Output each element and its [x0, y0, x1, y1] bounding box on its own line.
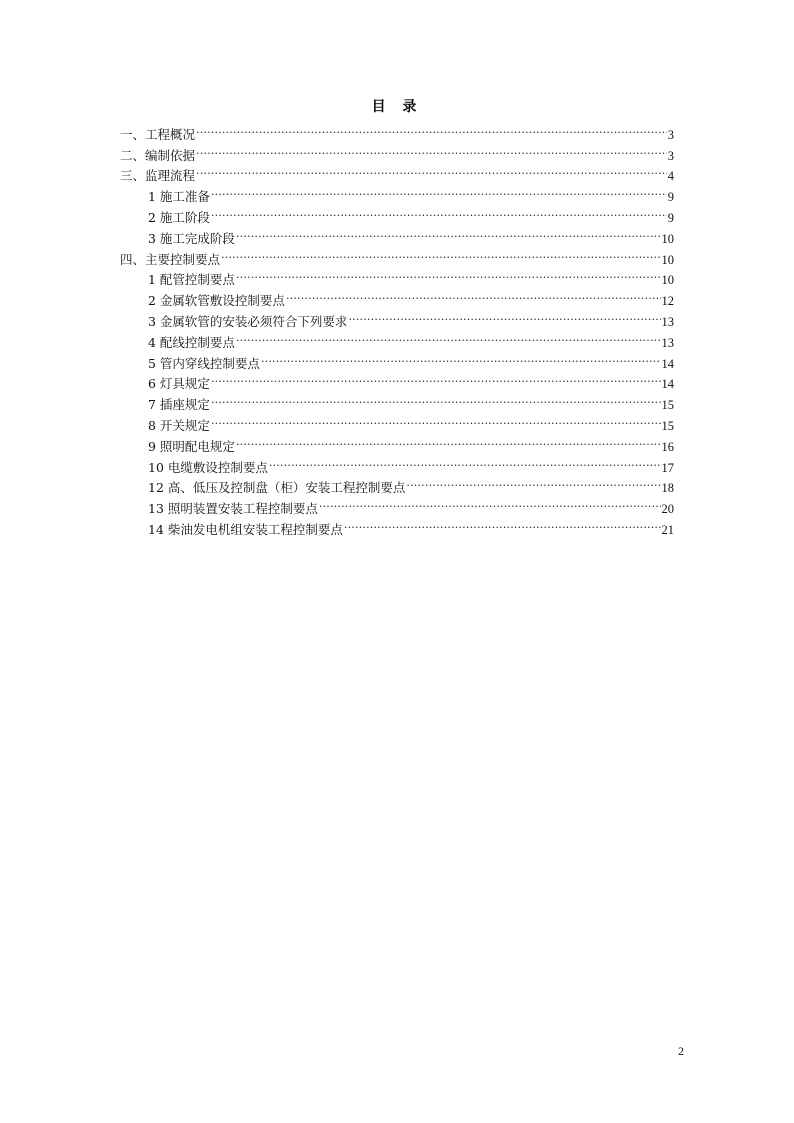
toc-entry-label: 2 施工阶段 [148, 209, 210, 225]
page-number: 2 [678, 1044, 684, 1058]
toc-entry[interactable] [120, 118, 674, 142]
toc-entry[interactable] [120, 160, 674, 184]
toc-entry[interactable] [120, 180, 674, 205]
toc-entry-label: 14 柴油发电机组安装工程控制要点 [148, 521, 343, 537]
toc-entry-label: 四、主要控制要点 [120, 251, 221, 267]
toc-leader-dots [319, 492, 661, 513]
toc-entry-label: 3 金属软管的安装必须符合下列要求 [148, 313, 348, 329]
toc-leader-dots [406, 472, 660, 493]
toc-leader-dots [344, 513, 661, 534]
toc-leader-dots [211, 201, 667, 222]
toc-leader-dots [269, 451, 661, 472]
toc-leader-dots [236, 222, 661, 243]
toc-entry[interactable] [120, 139, 674, 163]
toc-entry-page-number: 3 [667, 127, 674, 142]
toc-entry-page-number: 13 [661, 335, 674, 350]
toc-entry-label: 一、工程概况 [120, 126, 196, 142]
toc-entry-page-number: 10 [661, 252, 674, 267]
toc-leader-dots [196, 139, 667, 160]
toc-leader-dots [211, 180, 667, 201]
toc-leader-dots [211, 388, 661, 409]
toc-entry-label: 2 金属软管敷设控制要点 [148, 293, 285, 309]
toc-leader-dots [196, 118, 667, 139]
toc-entry-label: 4 配线控制要点 [148, 334, 235, 350]
toc-entry-label: 3 施工完成阶段 [148, 230, 235, 246]
toc-leader-dots [211, 409, 661, 430]
toc-entry-page-number: 10 [661, 231, 674, 246]
toc-leader-dots [196, 160, 667, 181]
toc-entry-page-number: 15 [661, 418, 674, 433]
toc-title: 目 录 [371, 99, 423, 115]
toc-entry-label: 10 电缆敷设控制要点 [148, 459, 268, 475]
toc-leader-dots [211, 368, 661, 389]
table-of-contents [120, 118, 674, 537]
toc-entry-label: 9 照明配电规定 [148, 438, 235, 454]
toc-leader-dots [236, 264, 661, 285]
toc-entry-page-number: 20 [661, 502, 674, 517]
toc-leader-dots [236, 430, 661, 451]
toc-leader-dots [286, 284, 661, 305]
toc-entry-page-number: 10 [661, 273, 674, 288]
toc-entry-label: 二、编制依据 [120, 147, 196, 163]
toc-entry-page-number: 4 [667, 169, 674, 184]
toc-entry-page-number: 21 [661, 522, 674, 537]
toc-leader-dots [236, 326, 661, 347]
toc-entry-page-number: 13 [661, 314, 674, 329]
toc-entry-label: 8 开关规定 [148, 417, 210, 433]
toc-entry-page-number: 12 [661, 294, 674, 309]
toc-entry-label: 1 施工准备 [148, 189, 210, 205]
toc-entry-page-number: 17 [661, 460, 674, 475]
toc-entry-page-number: 15 [661, 398, 674, 413]
toc-entry-label: 三、监理流程 [120, 168, 196, 184]
toc-entry-label: 12 高、低压及控制盘（柜）安装工程控制要点 [148, 480, 406, 496]
toc-leader-dots [348, 305, 660, 326]
toc-leader-dots [261, 347, 661, 368]
toc-entry-page-number: 14 [661, 377, 674, 392]
toc-entry-label: 7 插座规定 [148, 397, 210, 413]
toc-entry-page-number: 16 [661, 439, 674, 454]
toc-entry-page-number: 9 [667, 190, 674, 205]
toc-entry-page-number: 9 [667, 210, 674, 225]
toc-entry-label: 5 管内穿线控制要点 [148, 355, 260, 371]
toc-entry-label: 1 配管控制要点 [148, 272, 235, 288]
toc-entry-page-number: 14 [661, 356, 674, 371]
toc-entry-label: 6 灯具规定 [148, 376, 210, 392]
toc-entry-page-number: 18 [661, 481, 674, 496]
toc-entry-label: 13 照明装置安装工程控制要点 [148, 501, 318, 517]
toc-entry-page-number: 3 [667, 148, 674, 163]
toc-leader-dots [221, 243, 660, 264]
